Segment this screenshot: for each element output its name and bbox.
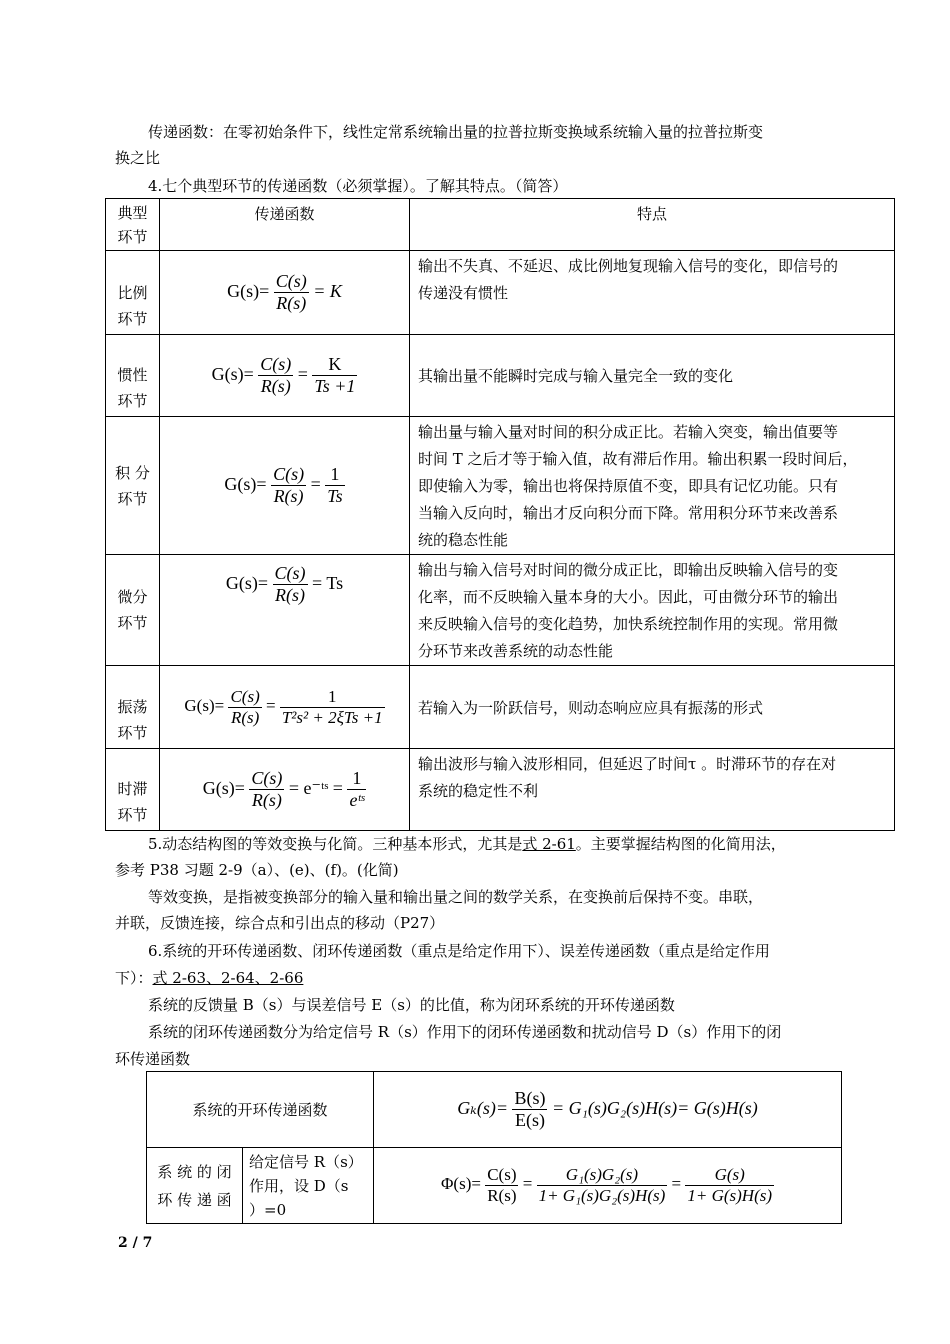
feature-line: 输出与输入信号对时间的微分成正比，即输出反映输入信号的变 (418, 561, 839, 579)
formula-numerator: C(s) (273, 464, 305, 484)
header-element-line2: 环节 (117, 228, 148, 246)
header-feature: 特点 (410, 199, 895, 251)
feature-line: 传递没有惯性 (418, 284, 509, 302)
formula-numerator-3: G(s) (685, 1165, 774, 1186)
closed-loop-label-line: 系 统 的 闭 (157, 1162, 232, 1181)
feature-line: 若输入为一阶跃信号，则动态响应应具有振荡的形式 (418, 698, 764, 717)
feature-line: 化率，而不反映输入量本身的大小。因此，可由微分环节的输出 (418, 588, 839, 606)
feature-line: 时间 T 之后才等于输入值，故有滞后作用。输出积累一段时间后， (418, 450, 858, 468)
feature-cell (410, 251, 895, 335)
element-name-line2: 环节 (117, 489, 148, 508)
formula-fraction-2 (280, 687, 385, 728)
formula-denominator: R(s) (275, 585, 306, 605)
formula-rhs: = G₁(s)G₂(s)H(s)= G(s)H(s) (551, 1097, 758, 1118)
table-row (106, 666, 895, 749)
table-row (106, 555, 895, 666)
formula-fraction (258, 354, 293, 397)
formula-numerator-2: 1 (325, 464, 344, 486)
table-row (106, 251, 895, 335)
closed-loop-table (146, 1071, 842, 1224)
section-5-para-2-line-1: 等效变换，是指被变换部分的输入量和输出量之间的数学关系，在变换前后保持不变。串联， (148, 888, 764, 906)
formula-lhs: G(s)= (227, 280, 270, 301)
section-4-heading: 4.七个典型环节的传递函数（必须掌握）。了解其特点。（简答） (148, 177, 568, 195)
formula-numerator-2: G₁(s)G₂(s) (537, 1165, 668, 1186)
section-6-text-a: 下）： (115, 969, 153, 987)
element-name (106, 749, 160, 831)
transfer-function-cell (160, 555, 410, 666)
formula-fraction (249, 768, 284, 811)
element-name-line2: 环节 (117, 806, 148, 824)
table-row (106, 749, 895, 831)
formula (202, 768, 367, 810)
transfer-function-cell (160, 666, 410, 749)
condition-line: 给定信号 R（s） (249, 1153, 363, 1171)
element-name-line1: 积 分 (115, 463, 150, 482)
section-5-text-b: 。主要掌握结构图的化简用法， (575, 835, 786, 853)
formula-lhs: G(s)= (202, 777, 245, 798)
formula-numerator: C(s) (260, 354, 292, 374)
formula: G(s)= $\frac{C(s)}{R(s)}$ = $\frac{K}{Ts +1}$ (211, 354, 356, 396)
section-6-line-2 (115, 968, 303, 988)
formula-denominator-2: 1+ G₁(s)G₂(s)H(s) (538, 1186, 666, 1205)
formula: Φ(s)= $\frac{C(s)}{R(s)}$ = $\frac{\text{G₁(s)G₂(s)}}{\text{1+ G₁(s)G₂(s)H(s)}}$ = $\frac{G(s)}{1+ G(s)H(s)}$ (441, 1165, 773, 1205)
closed-loop-formula-cell (374, 1148, 842, 1224)
element-name-line1: 微分 (117, 588, 148, 606)
section-6-para-2: 系统的反馈量 B（s）与误差信号 E（s）的比值，称为闭环系统的开环传递函数 (148, 996, 675, 1014)
formula-fraction-3 (685, 1165, 774, 1206)
formula-numerator: B(s) (514, 1088, 546, 1108)
formula-numerator: C(s) (251, 768, 283, 788)
formula-denominator-2: T²s² + 2ξTs +1 (281, 707, 383, 727)
condition-line: 作用，设 D（s (249, 1177, 349, 1195)
transfer-function-cell (160, 251, 410, 335)
element-name-line1: 惯性 (117, 366, 148, 384)
formula-numerator: C(s) (274, 563, 306, 583)
header-transfer-function: 传递函数 (160, 199, 410, 251)
feature-line: 当输入反向时，输出才反向积分而下降。常用积分环节来改善系 (418, 504, 839, 522)
formula-numerator: C(s) (275, 271, 307, 291)
formula-lhs: G(s)= (184, 695, 225, 715)
element-name-line2: 环节 (117, 392, 148, 410)
typical-elements-table (105, 198, 895, 831)
transfer-function-cell (160, 335, 410, 417)
formula-rhs: = K (313, 280, 342, 301)
formula-rhs: = Ts (312, 572, 344, 593)
feature-cell (410, 666, 895, 749)
element-name-line2: 环节 (117, 310, 148, 328)
formula-denominator: R(s) (276, 293, 307, 313)
formula-mid: = e⁻ᵗˢ = (288, 777, 343, 798)
formula-fraction (273, 563, 308, 606)
feature-line: 统的稳态性能 (418, 531, 509, 549)
table-row (106, 335, 895, 417)
feature-cell (410, 749, 895, 831)
section-5-line-1 (148, 834, 786, 854)
section-6-para-3-line-2: 环传递函数 (115, 1050, 191, 1068)
section-5-para-2-line-2: 并联，反馈连接，综合点和引出点的移动（P27） (115, 914, 445, 932)
formula: G(s)= $\frac{C(s)}{R(s)}$ = $\frac{1}{Ts}$ (224, 464, 343, 506)
formula-fraction-2 (347, 768, 366, 811)
header-element (106, 199, 160, 251)
element-name-line2: 环节 (117, 724, 148, 742)
element-name-line1: 比例 (117, 284, 148, 302)
feature-cell (410, 555, 895, 666)
element-name-line1: 振荡 (117, 698, 148, 716)
element-name-line2: 环节 (117, 614, 148, 632)
transfer-function-cell (160, 417, 410, 555)
feature-line: 其输出量不能瞬时完成与输入量完全一致的变化 (418, 367, 734, 385)
formula-fraction (512, 1088, 547, 1131)
formula-denominator: R(s) (260, 376, 291, 396)
feature-line: 来反映输入信号的变化趋势，加快系统控制作用的实现。常用微 (418, 615, 839, 633)
formula-lhs: Gₖ(s)= (457, 1097, 508, 1118)
header-element-line1: 典型 (117, 204, 148, 222)
formula-numerator-2: 1 (347, 768, 366, 790)
formula-fraction (228, 687, 261, 728)
intro-line-2: 换之比 (115, 149, 161, 167)
formula-denominator-3: 1+ G(s)H(s) (687, 1186, 773, 1205)
open-loop-formula-cell (374, 1072, 842, 1148)
formula-denominator: R(s) (230, 707, 260, 727)
formula-denominator: R(s) (251, 790, 282, 810)
formula-denominator-2: eᵗˢ (349, 790, 365, 810)
formula: G(s)= $\frac{C(s)}{R(s)}$ = $\frac{1}{\text{T²s² + 2ξTs +1}}$ (184, 686, 383, 727)
open-loop-label: 系统的开环传递函数 (147, 1072, 374, 1148)
formula-numerator-2: 1 (280, 687, 385, 708)
feature-line: 输出量与输入量对时间的积分成正比。若输入突变，输出值要等 (418, 423, 839, 441)
intro-line-1: 传递函数：在零初始条件下，线性定常系统输出量的拉普拉斯变换域系统输入量的拉普拉斯变 (148, 123, 764, 141)
element-name (106, 417, 160, 555)
formula-denominator: R(s) (487, 1186, 517, 1205)
closed-loop-label-line: 环 传 递 函 (157, 1190, 232, 1209)
formula-fraction (274, 271, 309, 314)
transfer-function-cell (160, 749, 410, 831)
feature-cell (410, 335, 895, 417)
element-name (106, 666, 160, 749)
element-name (106, 555, 160, 666)
formula-fraction-2 (325, 464, 344, 507)
section-5-line-2: 参考 P38 习题 2-9（a）、(e)、(f)。(化简) (115, 861, 399, 879)
section-6-line-1: 6.系统的开环传递函数、闭环传递函数（重点是给定作用下）、误差传递函数（重点是给定作用 (148, 942, 770, 960)
feature-line: 分环节来改善系统的动态性能 (418, 642, 614, 660)
formula-fraction-2 (537, 1165, 668, 1206)
formula-lhs: Φ(s)= (441, 1174, 481, 1194)
section-6-para-3-line-1: 系统的闭环传递函数分为给定信号 R（s）作用下的闭环传递函数和扰动信号 D（s）作用下的闭 (148, 1023, 782, 1041)
formula-fraction (271, 464, 306, 507)
equation-ref-2-61: 式 2-61 (522, 835, 576, 853)
table-header-row (106, 199, 895, 251)
formula-denominator: E(s) (514, 1110, 545, 1130)
formula-numerator: C(s) (230, 686, 260, 706)
formula-lhs: G(s)= (225, 572, 269, 593)
closed-loop-condition (243, 1148, 374, 1224)
feature-line: 系统的稳定性不利 (418, 782, 539, 800)
table-row (106, 417, 895, 555)
element-name-line1: 时滞 (117, 780, 148, 798)
formula-lhs: G(s)= (224, 473, 267, 494)
element-name (106, 335, 160, 417)
equation-ref-2-63-64-66: 式 2-63、2-64、2-66 (152, 969, 304, 987)
formula (457, 1088, 758, 1130)
formula (225, 563, 344, 605)
closed-loop-row (147, 1148, 842, 1224)
feature-cell (410, 417, 895, 555)
feature-line: 即使输入为零，输出也将保持原值不变，即具有记忆功能。只有 (418, 477, 839, 495)
formula-fraction-2 (312, 354, 357, 397)
formula-fraction (485, 1165, 518, 1206)
closed-loop-label (147, 1148, 243, 1224)
feature-line: 输出不失真、不延迟、成比例地复现输入信号的变化，即信号的 (418, 257, 839, 275)
condition-line: ）=0 (249, 1201, 287, 1219)
formula-numerator: C(s) (487, 1165, 517, 1184)
formula-denominator: R(s) (273, 486, 304, 506)
page-number: 2 / 7 (118, 1235, 153, 1251)
formula-denominator-2: Ts (327, 486, 343, 506)
formula (227, 271, 342, 313)
formula-numerator-2: K (312, 354, 357, 376)
formula-denominator-2: Ts +1 (314, 376, 356, 396)
open-loop-row (147, 1072, 842, 1148)
formula-lhs: G(s)= (211, 363, 254, 384)
feature-line: 输出波形与输入波形相同，但延迟了时间τ 。时滞环节的存在对 (418, 755, 837, 773)
element-name (106, 251, 160, 335)
section-5-text-a: 5.动态结构图的等效变换与化简。三种基本形式，尤其是 (148, 835, 523, 853)
